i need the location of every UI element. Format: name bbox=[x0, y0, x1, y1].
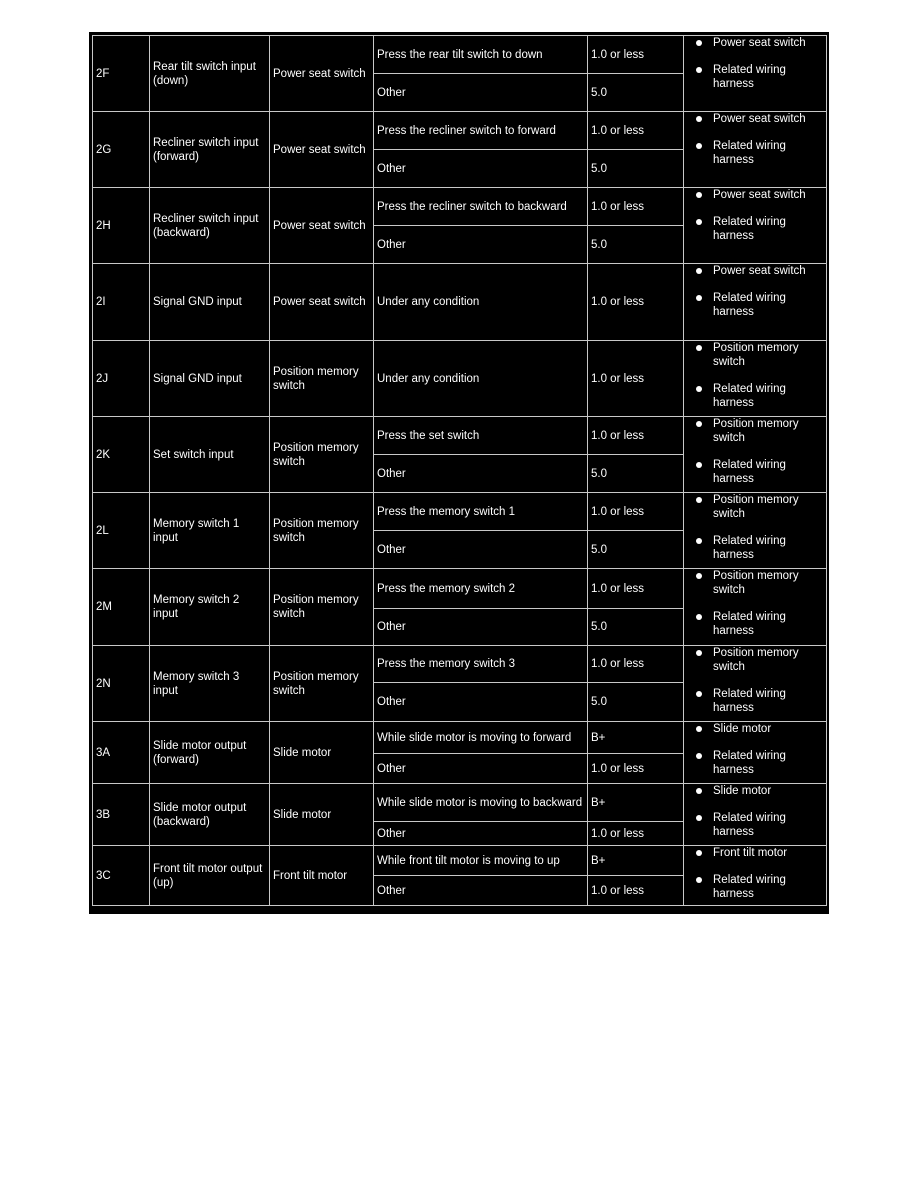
description-cell: Slide motor output (forward) bbox=[150, 722, 270, 784]
connected-to-cell: Position memory switch bbox=[270, 493, 374, 569]
value-cell: 1.0 or less bbox=[588, 822, 684, 846]
check-item: Front tilt motor bbox=[694, 846, 824, 860]
connected-to-cell: Slide motor bbox=[270, 784, 374, 846]
terminal-cell: 3A bbox=[93, 722, 150, 784]
table-row bbox=[93, 188, 827, 226]
check-item: Slide motor bbox=[694, 784, 824, 798]
check-item: Related wiring harness bbox=[694, 458, 824, 486]
check-item: Related wiring harness bbox=[694, 687, 824, 715]
description-cell: Recliner switch input (backward) bbox=[150, 188, 270, 264]
check-item: Related wiring harness bbox=[694, 382, 824, 410]
terminal-cell: 2F bbox=[93, 36, 150, 112]
condition-cell: Press the memory switch 2 bbox=[374, 569, 588, 609]
check-item: Related wiring harness bbox=[694, 610, 824, 638]
terminal-cell: 3C bbox=[93, 846, 150, 906]
condition-cell: Other bbox=[374, 226, 588, 264]
connected-to-cell: Power seat switch bbox=[270, 112, 374, 188]
description-cell: Set switch input bbox=[150, 417, 270, 493]
condition-cell: Press the recliner switch to forward bbox=[374, 112, 588, 150]
check-items-cell bbox=[684, 569, 827, 646]
condition-cell: Under any condition bbox=[374, 264, 588, 341]
table-row bbox=[93, 784, 827, 822]
check-item: Slide motor bbox=[694, 722, 824, 736]
check-item: Power seat switch bbox=[694, 112, 824, 126]
check-item: Power seat switch bbox=[694, 188, 824, 202]
condition-cell: Press the recliner switch to backward bbox=[374, 188, 588, 226]
check-items-cell bbox=[684, 722, 827, 784]
condition-cell: Under any condition bbox=[374, 341, 588, 417]
check-item: Related wiring harness bbox=[694, 215, 824, 243]
value-cell: 1.0 or less bbox=[588, 417, 684, 455]
table-row bbox=[93, 569, 827, 609]
terminal-cell: 2I bbox=[93, 264, 150, 341]
table-row bbox=[93, 846, 827, 876]
description-cell: Front tilt motor output (up) bbox=[150, 846, 270, 906]
description-cell: Memory switch 3 input bbox=[150, 646, 270, 722]
value-cell: 1.0 or less bbox=[588, 112, 684, 150]
check-items-cell bbox=[684, 36, 827, 112]
table-row bbox=[93, 264, 827, 341]
check-item: Position memory switch bbox=[694, 569, 824, 597]
condition-cell: Press the memory switch 3 bbox=[374, 646, 588, 683]
value-cell: 5.0 bbox=[588, 531, 684, 569]
value-cell: 5.0 bbox=[588, 455, 684, 493]
description-cell: Rear tilt switch input (down) bbox=[150, 36, 270, 112]
condition-cell: Other bbox=[374, 876, 588, 906]
description-cell: Recliner switch input (forward) bbox=[150, 112, 270, 188]
terminal-cell: 2J bbox=[93, 341, 150, 417]
value-cell: B+ bbox=[588, 846, 684, 876]
connected-to-cell: Power seat switch bbox=[270, 36, 374, 112]
condition-cell: While slide motor is moving to backward bbox=[374, 784, 588, 822]
terminal-cell: 2K bbox=[93, 417, 150, 493]
check-item: Related wiring harness bbox=[694, 139, 824, 167]
check-items-cell bbox=[684, 341, 827, 417]
check-item: Related wiring harness bbox=[694, 534, 824, 562]
description-cell: Signal GND input bbox=[150, 264, 270, 341]
check-items-cell bbox=[684, 846, 827, 906]
value-cell: 1.0 or less bbox=[588, 264, 684, 341]
check-items-cell bbox=[684, 264, 827, 341]
value-cell: 5.0 bbox=[588, 683, 684, 722]
table-row bbox=[93, 112, 827, 150]
check-item: Related wiring harness bbox=[694, 873, 824, 901]
table-row bbox=[93, 417, 827, 455]
check-items-cell bbox=[684, 493, 827, 569]
condition-cell: Press the memory switch 1 bbox=[374, 493, 588, 531]
value-cell: B+ bbox=[588, 722, 684, 754]
table-body bbox=[93, 36, 827, 906]
condition-cell: Other bbox=[374, 822, 588, 846]
value-cell: 1.0 or less bbox=[588, 876, 684, 906]
value-cell: 5.0 bbox=[588, 150, 684, 188]
value-cell: 5.0 bbox=[588, 609, 684, 646]
description-cell: Memory switch 1 input bbox=[150, 493, 270, 569]
check-item: Power seat switch bbox=[694, 36, 824, 50]
check-item: Related wiring harness bbox=[694, 811, 824, 839]
connected-to-cell: Front tilt motor bbox=[270, 846, 374, 906]
check-item: Power seat switch bbox=[694, 264, 824, 278]
condition-cell: Other bbox=[374, 150, 588, 188]
table-row bbox=[93, 341, 827, 417]
value-cell: 1.0 or less bbox=[588, 754, 684, 784]
connected-to-cell: Slide motor bbox=[270, 722, 374, 784]
connected-to-cell: Power seat switch bbox=[270, 264, 374, 341]
terminal-cell: 2H bbox=[93, 188, 150, 264]
condition-cell: Other bbox=[374, 683, 588, 722]
condition-cell: While front tilt motor is moving to up bbox=[374, 846, 588, 876]
value-cell: 1.0 or less bbox=[588, 188, 684, 226]
terminal-cell: 2N bbox=[93, 646, 150, 722]
value-cell: 5.0 bbox=[588, 226, 684, 264]
terminal-cell: 2L bbox=[93, 493, 150, 569]
check-item: Position memory switch bbox=[694, 341, 824, 369]
check-item: Position memory switch bbox=[694, 493, 824, 521]
condition-cell: While slide motor is moving to forward bbox=[374, 722, 588, 754]
terminal-cell: 2G bbox=[93, 112, 150, 188]
check-items-cell bbox=[684, 188, 827, 264]
value-cell: 5.0 bbox=[588, 74, 684, 112]
check-item: Related wiring harness bbox=[694, 291, 824, 319]
check-items-cell bbox=[684, 784, 827, 846]
value-cell: B+ bbox=[588, 784, 684, 822]
description-cell: Signal GND input bbox=[150, 341, 270, 417]
check-item: Related wiring harness bbox=[694, 63, 824, 91]
connected-to-cell: Position memory switch bbox=[270, 646, 374, 722]
condition-cell: Press the rear tilt switch to down bbox=[374, 36, 588, 74]
value-cell: 1.0 or less bbox=[588, 646, 684, 683]
table-row bbox=[93, 722, 827, 754]
check-items-cell bbox=[684, 417, 827, 493]
terminal-cell: 3B bbox=[93, 784, 150, 846]
condition-cell: Press the set switch bbox=[374, 417, 588, 455]
check-item: Position memory switch bbox=[694, 646, 824, 674]
condition-cell: Other bbox=[374, 74, 588, 112]
value-cell: 1.0 or less bbox=[588, 569, 684, 609]
condition-cell: Other bbox=[374, 455, 588, 493]
terminal-inspection-table-sheet bbox=[89, 32, 829, 914]
check-item: Position memory switch bbox=[694, 417, 824, 445]
value-cell: 1.0 or less bbox=[588, 36, 684, 74]
connected-to-cell: Power seat switch bbox=[270, 188, 374, 264]
connected-to-cell: Position memory switch bbox=[270, 417, 374, 493]
check-item: Related wiring harness bbox=[694, 749, 824, 777]
check-items-cell bbox=[684, 646, 827, 722]
description-cell: Slide motor output (backward) bbox=[150, 784, 270, 846]
condition-cell: Other bbox=[374, 531, 588, 569]
table-row bbox=[93, 493, 827, 531]
connected-to-cell: Position memory switch bbox=[270, 569, 374, 646]
condition-cell: Other bbox=[374, 754, 588, 784]
connected-to-cell: Position memory switch bbox=[270, 341, 374, 417]
condition-cell: Other bbox=[374, 609, 588, 646]
terminal-inspection-table bbox=[92, 35, 827, 906]
check-items-cell bbox=[684, 112, 827, 188]
terminal-cell: 2M bbox=[93, 569, 150, 646]
value-cell: 1.0 or less bbox=[588, 493, 684, 531]
table-row bbox=[93, 646, 827, 683]
table-row bbox=[93, 36, 827, 74]
description-cell: Memory switch 2 input bbox=[150, 569, 270, 646]
value-cell: 1.0 or less bbox=[588, 341, 684, 417]
